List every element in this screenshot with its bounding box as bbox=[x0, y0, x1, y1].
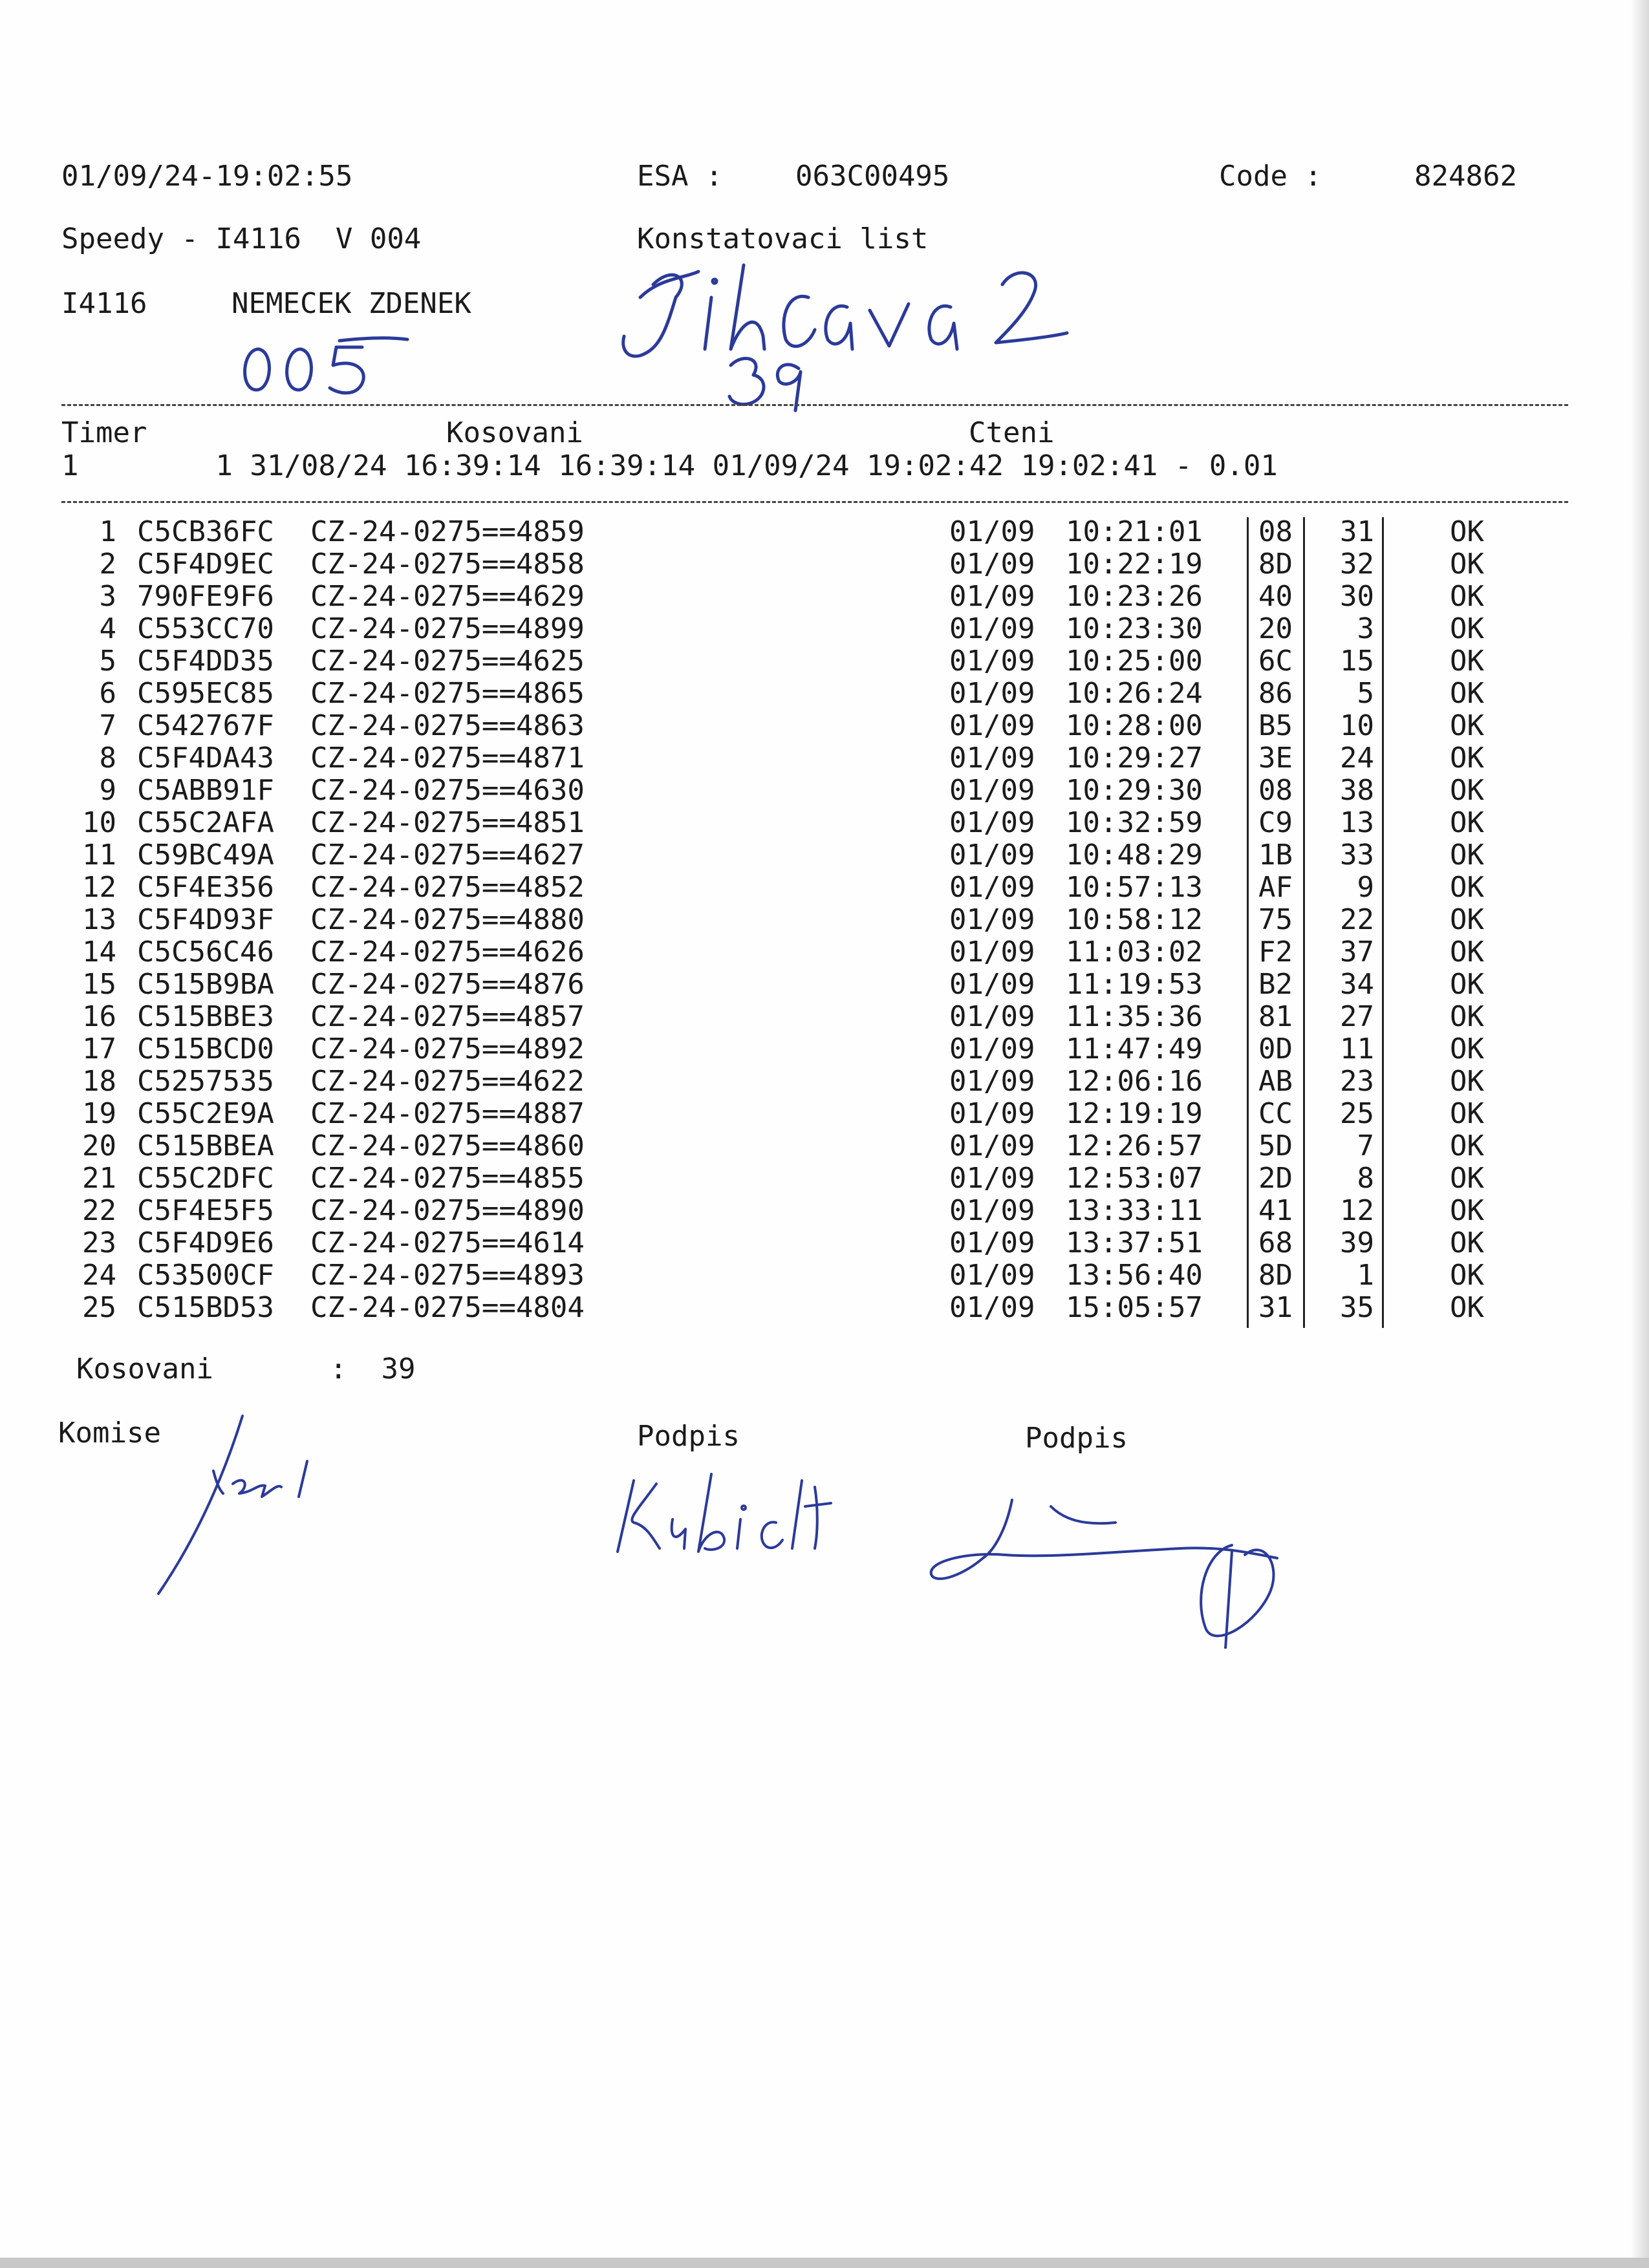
ring-number: CZ-24-0275==4855 bbox=[310, 1162, 585, 1195]
row-number: 11 bbox=[82, 839, 116, 872]
chip-id: C515BBE3 bbox=[137, 1000, 274, 1033]
chip-id: C515BD53 bbox=[137, 1291, 274, 1324]
timer-line: 1 1 31/08/24 16:39:14 16:39:14 01/09/24 19:02:42 19:02:41 - 0.01 bbox=[61, 449, 1278, 482]
arrival-date: 01/09 bbox=[949, 709, 1035, 742]
status-value: OK bbox=[1450, 1032, 1484, 1065]
arrival-date: 01/09 bbox=[949, 742, 1035, 775]
chip-id: C515BCD0 bbox=[137, 1032, 274, 1065]
hex-code: 41 bbox=[1258, 1194, 1293, 1227]
status-value: OK bbox=[1450, 839, 1484, 872]
row-number: 24 bbox=[82, 1259, 116, 1292]
status-value: OK bbox=[1450, 580, 1484, 613]
arrival-date: 01/09 bbox=[949, 1032, 1035, 1065]
position-value: 31 bbox=[1340, 515, 1374, 548]
ring-number: CZ-24-0275==4804 bbox=[310, 1291, 585, 1324]
row-number: 19 bbox=[82, 1097, 116, 1130]
row-number: 13 bbox=[82, 903, 116, 936]
ring-number: CZ-24-0275==4625 bbox=[310, 645, 585, 678]
kosovani-total-value: : 39 bbox=[330, 1353, 416, 1385]
position-value: 30 bbox=[1340, 580, 1374, 613]
arrival-time: 11:19:53 bbox=[1066, 968, 1203, 1001]
position-value: 1 bbox=[1357, 1259, 1374, 1292]
esa-value: 063C00495 bbox=[795, 160, 950, 193]
arrival-time: 12:26:57 bbox=[1066, 1129, 1203, 1162]
position-value: 32 bbox=[1340, 548, 1374, 581]
column-divider-2 bbox=[1303, 517, 1305, 1328]
chip-id: C5F4D9E6 bbox=[137, 1226, 274, 1259]
status-value: OK bbox=[1450, 871, 1484, 904]
row-number: 2 bbox=[99, 548, 116, 581]
signature-podpis-2 bbox=[921, 1493, 1284, 1649]
ring-number: CZ-24-0275==4899 bbox=[310, 612, 585, 645]
hex-code: CC bbox=[1258, 1097, 1293, 1130]
arrival-time: 12:19:19 bbox=[1066, 1097, 1203, 1130]
row-number: 5 bbox=[99, 645, 116, 678]
position-value: 15 bbox=[1340, 645, 1374, 678]
hex-code: 5D bbox=[1258, 1129, 1293, 1162]
status-value: OK bbox=[1450, 1000, 1484, 1033]
chip-id: C595EC85 bbox=[137, 677, 274, 710]
chip-id: C5F4D9EC bbox=[137, 548, 274, 581]
ring-number: CZ-24-0275==4614 bbox=[310, 1226, 585, 1259]
arrival-date: 01/09 bbox=[949, 968, 1035, 1001]
ring-number: CZ-24-0275==4851 bbox=[310, 806, 585, 839]
software-version: Speedy - I4116 V 004 bbox=[61, 222, 422, 255]
ring-number: CZ-24-0275==4871 bbox=[310, 742, 585, 775]
arrival-date: 01/09 bbox=[949, 1226, 1035, 1259]
arrival-time: 10:23:26 bbox=[1066, 580, 1203, 613]
column-divider-3 bbox=[1382, 517, 1384, 1328]
row-number: 16 bbox=[82, 1000, 116, 1033]
status-value: OK bbox=[1450, 1226, 1484, 1259]
kosovani-label: Kosovani bbox=[446, 416, 583, 449]
ring-number: CZ-24-0275==4852 bbox=[310, 871, 585, 904]
status-value: OK bbox=[1450, 806, 1484, 839]
arrival-time: 10:21:01 bbox=[1066, 515, 1203, 548]
podpis-label-1: Podpis bbox=[637, 1420, 740, 1453]
status-value: OK bbox=[1450, 548, 1484, 581]
timer-label: Timer bbox=[61, 416, 147, 449]
position-value: 8 bbox=[1357, 1162, 1374, 1195]
arrival-date: 01/09 bbox=[949, 1000, 1035, 1033]
status-value: OK bbox=[1450, 936, 1484, 968]
chip-id: 790FE9F6 bbox=[137, 580, 274, 613]
chip-id: C5ABB91F bbox=[137, 774, 274, 807]
status-value: OK bbox=[1450, 709, 1484, 742]
position-value: 24 bbox=[1340, 742, 1374, 775]
hex-code: 6C bbox=[1258, 645, 1293, 678]
position-value: 38 bbox=[1340, 774, 1374, 807]
row-number: 7 bbox=[99, 709, 116, 742]
status-value: OK bbox=[1450, 677, 1484, 710]
status-value: OK bbox=[1450, 515, 1484, 548]
arrival-time: 10:29:27 bbox=[1066, 742, 1203, 775]
arrival-time: 10:29:30 bbox=[1066, 774, 1203, 807]
arrival-time: 12:06:16 bbox=[1066, 1065, 1203, 1098]
handwritten-number-005 bbox=[233, 333, 414, 404]
arrival-time: 10:22:19 bbox=[1066, 548, 1203, 581]
position-value: 23 bbox=[1340, 1065, 1374, 1098]
arrival-date: 01/09 bbox=[949, 1129, 1035, 1162]
position-value: 3 bbox=[1357, 612, 1374, 645]
chip-id: C55C2AFA bbox=[137, 806, 274, 839]
arrival-date: 01/09 bbox=[949, 936, 1035, 968]
hex-code: 08 bbox=[1258, 774, 1293, 807]
position-value: 9 bbox=[1357, 871, 1374, 904]
arrival-date: 01/09 bbox=[949, 612, 1035, 645]
position-value: 22 bbox=[1340, 903, 1374, 936]
arrival-date: 01/09 bbox=[949, 1162, 1035, 1195]
arrival-date: 01/09 bbox=[949, 1065, 1035, 1098]
chip-id: C515BBEA bbox=[137, 1129, 274, 1162]
row-number: 17 bbox=[82, 1032, 116, 1065]
row-number: 25 bbox=[82, 1291, 116, 1324]
arrival-time: 10:57:13 bbox=[1066, 871, 1203, 904]
arrival-date: 01/09 bbox=[949, 774, 1035, 807]
position-value: 11 bbox=[1340, 1032, 1374, 1065]
arrival-date: 01/09 bbox=[949, 871, 1035, 904]
ring-number: CZ-24-0275==4893 bbox=[310, 1259, 585, 1292]
chip-id: C55C2DFC bbox=[137, 1162, 274, 1195]
header-datetime: 01/09/24-19:02:55 bbox=[61, 160, 353, 193]
scan-edge-bottom bbox=[0, 2258, 1649, 2268]
ring-number: CZ-24-0275==4857 bbox=[310, 1000, 585, 1033]
arrival-date: 01/09 bbox=[949, 806, 1035, 839]
position-value: 5 bbox=[1357, 677, 1374, 710]
chip-id: C55C2E9A bbox=[137, 1097, 274, 1130]
row-number: 6 bbox=[99, 677, 116, 710]
hex-code: 2D bbox=[1258, 1162, 1293, 1195]
handwritten-place-jihlava-2 bbox=[614, 259, 1080, 369]
komise-label: Komise bbox=[58, 1417, 161, 1450]
hex-code: C9 bbox=[1258, 806, 1293, 839]
arrival-time: 10:23:30 bbox=[1066, 612, 1203, 645]
ring-number: CZ-24-0275==4892 bbox=[310, 1032, 585, 1065]
hex-code: 20 bbox=[1258, 612, 1293, 645]
arrival-date: 01/09 bbox=[949, 1097, 1035, 1130]
status-value: OK bbox=[1450, 1291, 1484, 1324]
hex-code: B5 bbox=[1258, 709, 1293, 742]
arrival-date: 01/09 bbox=[949, 1194, 1035, 1227]
position-value: 34 bbox=[1340, 968, 1374, 1001]
arrival-time: 10:58:12 bbox=[1066, 903, 1203, 936]
ring-number: CZ-24-0275==4880 bbox=[310, 903, 585, 936]
status-value: OK bbox=[1450, 1259, 1484, 1292]
chip-id: C542767F bbox=[137, 709, 274, 742]
row-number: 22 bbox=[82, 1194, 116, 1227]
status-value: OK bbox=[1450, 612, 1484, 645]
arrival-time: 12:53:07 bbox=[1066, 1162, 1203, 1195]
kosovani-total-label: Kosovani bbox=[76, 1353, 213, 1385]
row-number: 12 bbox=[82, 871, 116, 904]
arrival-date: 01/09 bbox=[949, 677, 1035, 710]
chip-id: C515B9BA bbox=[137, 968, 274, 1001]
ring-number: CZ-24-0275==4859 bbox=[310, 515, 585, 548]
ring-number: CZ-24-0275==4629 bbox=[310, 580, 585, 613]
hex-code: F2 bbox=[1258, 936, 1293, 968]
ring-number: CZ-24-0275==4858 bbox=[310, 548, 585, 581]
status-value: OK bbox=[1450, 1162, 1484, 1195]
row-number: 10 bbox=[82, 806, 116, 839]
ring-number: CZ-24-0275==4876 bbox=[310, 968, 585, 1001]
code-value: 824862 bbox=[1414, 160, 1517, 193]
position-value: 7 bbox=[1357, 1129, 1374, 1162]
separator-dashed-1 bbox=[61, 404, 1568, 406]
chip-id: C553CC70 bbox=[137, 612, 274, 645]
esa-label: ESA : bbox=[637, 160, 723, 193]
position-value: 39 bbox=[1340, 1226, 1374, 1259]
status-value: OK bbox=[1450, 1097, 1484, 1130]
row-number: 3 bbox=[99, 580, 116, 613]
signature-podpis-1 bbox=[608, 1468, 867, 1571]
status-value: OK bbox=[1450, 774, 1484, 807]
breeder-name: NEMECEK ZDENEK bbox=[232, 287, 471, 320]
arrival-date: 01/09 bbox=[949, 903, 1035, 936]
status-value: OK bbox=[1450, 903, 1484, 936]
hex-code: 81 bbox=[1258, 1000, 1293, 1033]
row-number: 18 bbox=[82, 1065, 116, 1098]
cteni-label: Cteni bbox=[969, 416, 1055, 449]
chip-id: C5F4D93F bbox=[137, 903, 274, 936]
hex-code: 75 bbox=[1258, 903, 1293, 936]
ring-number: CZ-24-0275==4626 bbox=[310, 936, 585, 968]
arrival-time: 10:32:59 bbox=[1066, 806, 1203, 839]
position-value: 12 bbox=[1340, 1194, 1374, 1227]
ring-number: CZ-24-0275==4887 bbox=[310, 1097, 585, 1130]
hex-code: 40 bbox=[1258, 580, 1293, 613]
arrival-time: 10:26:24 bbox=[1066, 677, 1203, 710]
ring-number: CZ-24-0275==4863 bbox=[310, 709, 585, 742]
status-value: OK bbox=[1450, 1129, 1484, 1162]
chip-id: C5F4DA43 bbox=[137, 742, 274, 775]
signature-komise bbox=[149, 1409, 343, 1603]
document-title: Konstatovaci list bbox=[637, 222, 929, 255]
hex-code: AF bbox=[1258, 871, 1293, 904]
row-number: 14 bbox=[82, 936, 116, 968]
arrival-time: 11:35:36 bbox=[1066, 1000, 1203, 1033]
position-value: 35 bbox=[1340, 1291, 1374, 1324]
status-value: OK bbox=[1450, 742, 1484, 775]
arrival-time: 11:47:49 bbox=[1066, 1032, 1203, 1065]
hex-code: 8D bbox=[1258, 548, 1293, 581]
arrival-time: 13:37:51 bbox=[1066, 1226, 1203, 1259]
row-number: 20 bbox=[82, 1129, 116, 1162]
hex-code: 68 bbox=[1258, 1226, 1293, 1259]
podpis-label-2: Podpis bbox=[1025, 1422, 1128, 1455]
row-number: 9 bbox=[99, 774, 116, 807]
code-label: Code : bbox=[1219, 160, 1322, 193]
column-divider-1 bbox=[1247, 517, 1249, 1328]
hex-code: 1B bbox=[1258, 839, 1293, 872]
arrival-time: 13:56:40 bbox=[1066, 1259, 1203, 1292]
position-value: 33 bbox=[1340, 839, 1374, 872]
position-value: 37 bbox=[1340, 936, 1374, 968]
hex-code: 86 bbox=[1258, 677, 1293, 710]
chip-id: C5F4E356 bbox=[137, 871, 274, 904]
arrival-date: 01/09 bbox=[949, 1259, 1035, 1292]
arrival-time: 10:48:29 bbox=[1066, 839, 1203, 872]
arrival-time: 10:25:00 bbox=[1066, 645, 1203, 678]
hex-code: 08 bbox=[1258, 515, 1293, 548]
status-value: OK bbox=[1450, 1194, 1484, 1227]
row-number: 4 bbox=[99, 612, 116, 645]
breeder-id: I4116 bbox=[61, 287, 147, 320]
ring-number: CZ-24-0275==4865 bbox=[310, 677, 585, 710]
hex-code: 0D bbox=[1258, 1032, 1293, 1065]
ring-number: CZ-24-0275==4860 bbox=[310, 1129, 585, 1162]
row-number: 15 bbox=[82, 968, 116, 1001]
chip-id: C59BC49A bbox=[137, 839, 274, 872]
ring-number: CZ-24-0275==4622 bbox=[310, 1065, 585, 1098]
row-number: 23 bbox=[82, 1226, 116, 1259]
chip-id: C5C56C46 bbox=[137, 936, 274, 968]
arrival-time: 11:03:02 bbox=[1066, 936, 1203, 968]
hex-code: 3E bbox=[1258, 742, 1293, 775]
position-value: 13 bbox=[1340, 806, 1374, 839]
scan-edge-right bbox=[1630, 0, 1649, 2268]
status-value: OK bbox=[1450, 1065, 1484, 1098]
chip-id: C5F4DD35 bbox=[137, 645, 274, 678]
ring-number: CZ-24-0275==4890 bbox=[310, 1194, 585, 1227]
arrival-date: 01/09 bbox=[949, 580, 1035, 613]
chip-id: C53500CF bbox=[137, 1259, 274, 1292]
arrival-time: 15:05:57 bbox=[1066, 1291, 1203, 1324]
hex-code: 31 bbox=[1258, 1291, 1293, 1324]
ring-number: CZ-24-0275==4627 bbox=[310, 839, 585, 872]
position-value: 10 bbox=[1340, 709, 1374, 742]
arrival-date: 01/09 bbox=[949, 1291, 1035, 1324]
row-number: 21 bbox=[82, 1162, 116, 1195]
chip-id: C5CB36FC bbox=[137, 515, 274, 548]
hex-code: B2 bbox=[1258, 968, 1293, 1001]
arrival-date: 01/09 bbox=[949, 515, 1035, 548]
arrival-date: 01/09 bbox=[949, 645, 1035, 678]
arrival-date: 01/09 bbox=[949, 548, 1035, 581]
hex-code: 8D bbox=[1258, 1259, 1293, 1292]
ring-number: CZ-24-0275==4630 bbox=[310, 774, 585, 807]
position-value: 27 bbox=[1340, 1000, 1374, 1033]
chip-id: C5F4E5F5 bbox=[137, 1194, 274, 1227]
row-number: 1 bbox=[99, 515, 116, 548]
hex-code: AB bbox=[1258, 1065, 1293, 1098]
arrival-time: 13:33:11 bbox=[1066, 1194, 1203, 1227]
status-value: OK bbox=[1450, 968, 1484, 1001]
status-value: OK bbox=[1450, 645, 1484, 678]
row-number: 8 bbox=[99, 742, 116, 775]
position-value: 25 bbox=[1340, 1097, 1374, 1130]
arrival-date: 01/09 bbox=[949, 839, 1035, 872]
chip-id: C5257535 bbox=[137, 1065, 274, 1098]
arrival-time: 10:28:00 bbox=[1066, 709, 1203, 742]
separator-dashed-2 bbox=[61, 501, 1568, 503]
